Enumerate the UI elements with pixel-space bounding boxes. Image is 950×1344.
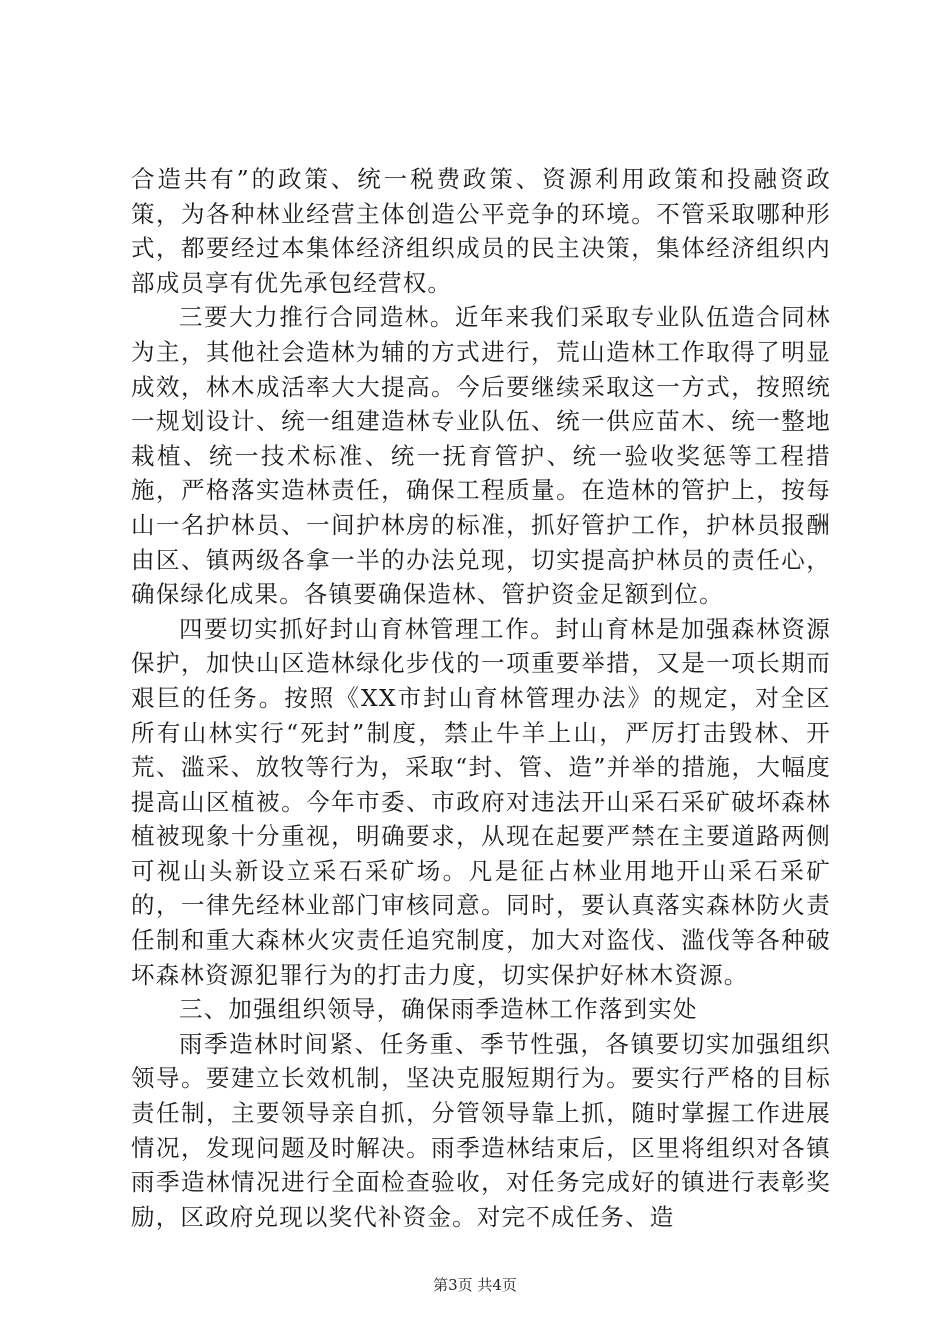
section-heading-organization: 三、加强组织领导，确保雨季造林工作落到实处 [179,995,698,1024]
paragraph-continuation: 合造共有”的政策、统一税费政策、资源利用政策和投融资政策，为各种林业经营主体创造公平竞争的环境。不管采取哪种形式，都要经过本集体经济组织成员的民主决策，集体经济组织内部成员享有优先承包经营权。 [131,165,831,297]
body-text [131,162,831,1234]
page-footer: 第3页 共4页 [433,1276,517,1294]
paragraph-rainy-season: 雨季造林时间紧、任务重、季节性强，各镇要切实加强组织领导。要建立长效机制，坚决克服短期行为。要实行严格的目标责任制，主要领导亲自抓，分管领导靠上抓，随时掌握工作进展情况，发现问题及时解决。雨季造林结束后，区里将组织对各镇雨季造林情况进行全面检查验收，对任务完成好的镇进行表彰奖励，区政府兑现以奖代补资金。对完不成任务、造 [131,1029,831,1231]
paragraph-mountain-closure: 四要切实抓好封山育林管理工作。封山育林是加强森林资源保护，加快山区造林绿化步伐的一项重要举措，又是一项长期而艰巨的任务。按照《XX市封山育林管理办法》的规定，对全区所有山林实行“死封”制度，禁止牛羊上山，严厉打击毁林、开荒、滥采、放牧等行为，采取“封、管、造”并举的措施，大幅度提高山区植被。今年市委、市政府对违法开山采石采矿破坏森林植被现象十分重视，明确要求，从现在起要严禁在主要道路两侧可视山头新设立采石采矿场。凡是征占林业用地开山采石采矿的，一律先经林业部门审核同意。同时，要认真落实森林防火责任制和重大森林火灾责任追究制度，加大对盗伐、滥伐等各种破坏森林资源犯罪行为的打击力度，切实保护好林木资源。 [131,614,831,989]
paragraph-contract-afforestation: 三要大力推行合同造林。近年来我们采取专业队伍造合同林为主，其他社会造林为辅的方式进行，荒山造林工作取得了明显成效，林木成活率大大提高。今后要继续采取这一方式，按照统一规划设计、统一组建造林专业队伍、统一供应苗木、统一整地栽植、统一技术标准、统一抚育管护、统一验收奖惩等工程措施，严格落实造林责任，确保工程质量。在造林的管护上，按每山一名护林员、一间护林房的标准，抓好管护工作，护林员报酬由区、镇两级各拿一半的办法兑现，切实提高护林员的责任心，确保绿化成果。各镇要确保造林、管护资金足额到位。 [131,303,831,609]
